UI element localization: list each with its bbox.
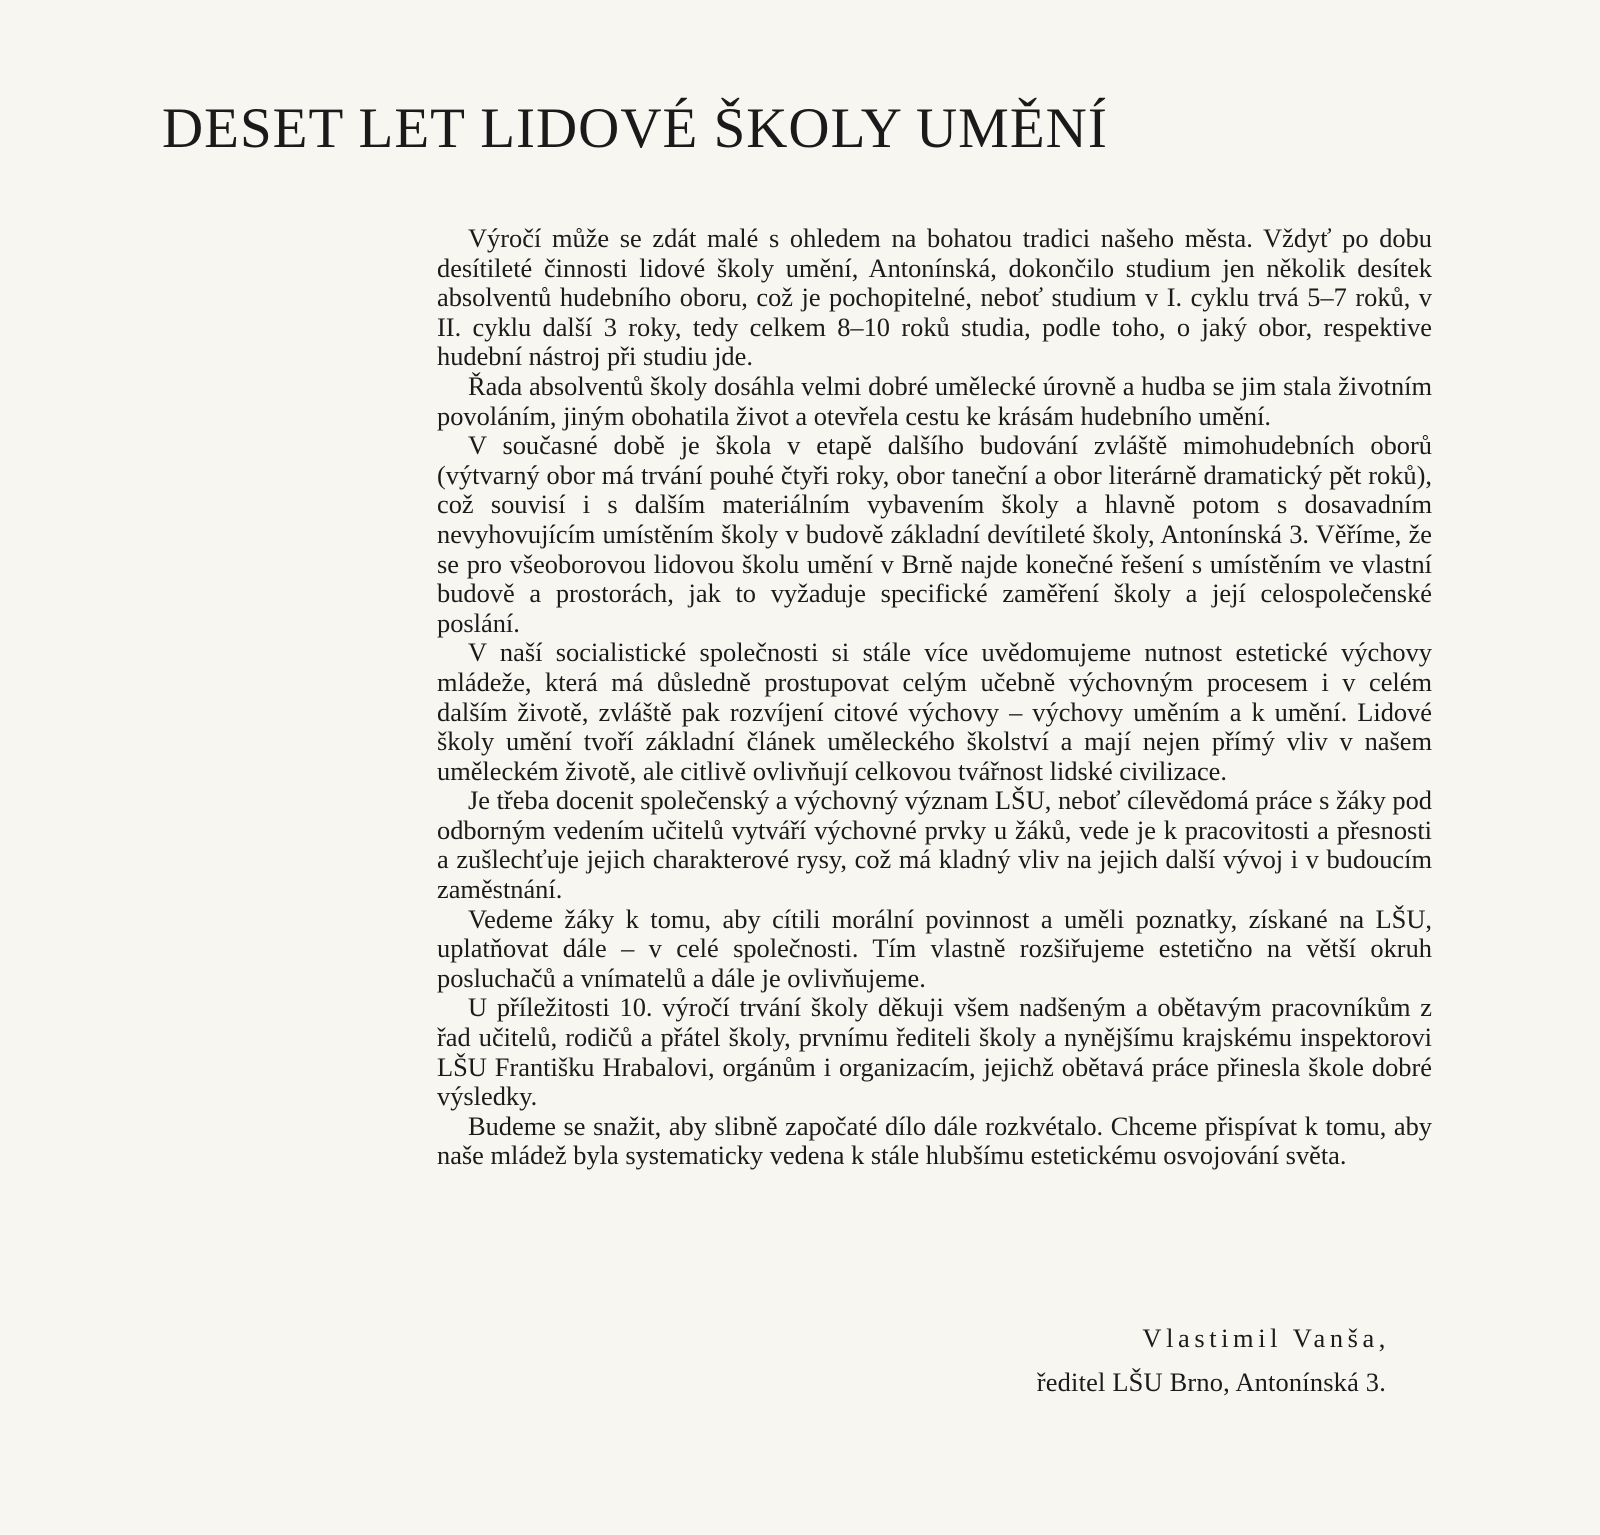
article-body <box>437 224 1432 1171</box>
paragraph-7: U příležitosti 10. výročí trvání školy děkuji všem nadšeným a obětavým pracovníkům z řad učitelů, rodičů a přátel školy, prvnímu řediteli školy a nynějšímu krajskému inspektorovi LŠU Františku Hrabalovi, orgánům i organizacím, jejichž obětavá práce přinesla škole dobré výsledky. <box>437 992 1432 1112</box>
signature-block <box>1036 1316 1390 1404</box>
paragraph-4: V naší socialistické společnosti si stále více uvědomujeme nutnost estetické výchovy mládeže, která má důsledně prostupovat celým učebně výchovným procesem i v celém dalším životě, zvláště pak rozvíjení citové výchovy – výchovy uměním a k umění. Lidové školy umění tvoří základní článek uměleckého školství a mají nejen přímý vliv v našem uměleckém životě, ale citlivě ovlivňují celkovou tvářnost lidské civilizace. <box>437 637 1432 786</box>
paragraph-2: Řada absolventů školy dosáhla velmi dobré umělecké úrovně a hudba se jim stala životním povoláním, jiným obohatila život a otevřela cestu ke krásám hudebního umění. <box>437 370 1432 431</box>
paragraph-6: Vedeme žáky k tomu, aby cítili morální povinnost a uměli poznatky, získané na LŠU, uplatňovat dále – v celé společnosti. Tím vlastně rozšiřujeme estetično na větší okruh posluchačů a vnímatelů a dále je ovlivňujeme. <box>437 903 1432 993</box>
signature-role: ředitel LŠU Brno, Antonínská 3. <box>1036 1367 1386 1397</box>
page-title: DESET LET LIDOVÉ ŠKOLY UMĚNÍ <box>162 97 1108 160</box>
paragraph-8: Budeme se snažit, aby slibně započaté dílo dále rozkvétalo. Chceme přispívat k tomu, aby naše mládež byla systematicky vedena k stále hlubšímu estetickému osvojování světa. <box>437 1110 1432 1171</box>
paragraph-5: Je třeba docenit společenský a výchovný význam LŠU, neboť cílevědomá práce s žáky pod odborným vedením učitelů vytváří výchovné prvky u žáků, vede je k pracovitosti a přesnosti a zušlechťuje jejich charakterové rysy, což má kladný vliv na jejich další vývoj i v budoucím zaměstnání. <box>437 785 1432 905</box>
paragraph-3: V současné době je škola v etapě dalšího budování zvláště mimohudebních oborů (výtvarný obor má trvání pouhé čtyři roky, obor taneční a obor literárně dramatický pět roků), což souvisí i s dalším materiálním vybavením školy a hlavně potom s dosavadním nevyhovujícím umístěním školy v budově základní devítileté školy, Antonínská 3. Věříme, že se pro všeoborovou lidovou školu umění v Brně najde konečné řešení s umístěním ve vlastní budově a prostorách, jak to vyžaduje specifické zaměření školy a její celospolečenské poslání. <box>437 430 1432 638</box>
signature-name: Vlastimil Vanša, <box>1142 1323 1390 1353</box>
paragraph-1: Výročí může se zdát malé s ohledem na bohatou tradici našeho města. Vždyť po dobu desítileté činnosti lidové školy umění, Antonínská, dokončilo studium jen několik desítek absolventů hudebního oboru, což je pochopitelné, neboť studium v I. cyklu trvá 5–7 roků, v II. cyklu další 3 roky, tedy celkem 8–10 roků studia, podle toho, o jaký obor, respektive hudební nástroj při studiu jde. <box>437 223 1432 372</box>
